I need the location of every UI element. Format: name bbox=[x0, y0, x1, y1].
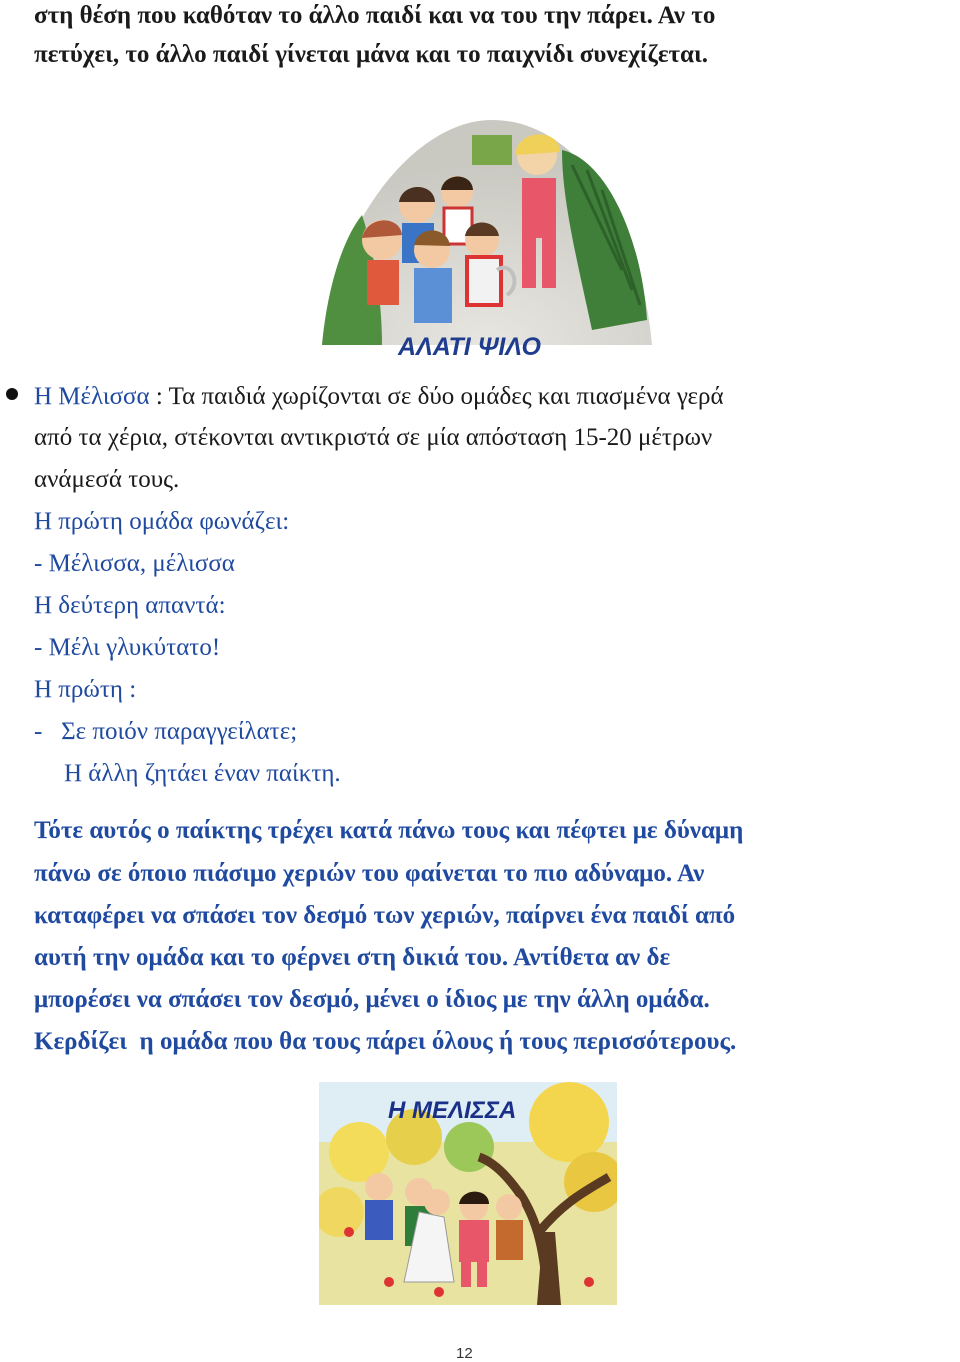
game-line-1: από τα χέρια, στέκονται αντικριστά σε μία απόσταση 15-20 μέτρων bbox=[34, 424, 713, 451]
game-line-5: Η δεύτερη απαντά: bbox=[34, 592, 226, 619]
figure-1-caption: ΑΛΑΤΙ ΨΙΛΟ bbox=[398, 333, 541, 361]
para-line-3: καταφέρει να σπάσει τον δεσμό των χεριών, παίρνει ένα παιδί από bbox=[34, 902, 736, 929]
game-name: Η Μέλισσα bbox=[34, 383, 150, 410]
game-line-2: ανάμεσά τους. bbox=[34, 466, 180, 493]
game-first-line-rest: : Τα παιδιά χωρίζονται σε δύο ομάδες και πιασμένα γερά bbox=[149, 383, 724, 410]
game-line-3: Η πρώτη ομάδα φωνάζει: bbox=[34, 508, 290, 535]
para-line-6: Κερδίζει η ομάδα που θα τους πάρει όλους ή τους περισσότερους. bbox=[34, 1028, 737, 1055]
para-line-4: αυτή την ομάδα και το φέρνει στη δικιά του. Αντίθετα αν δε bbox=[34, 944, 671, 971]
para-line-1: Τότε αυτός ο παίκτης τρέχει κατά πάνω τους και πέφτει με δύναμη bbox=[34, 817, 744, 844]
figure-2-caption: Η ΜΕΛΙΣΣΑ bbox=[388, 1097, 517, 1124]
game-line-6: - Μέλι γλυκύτατο! bbox=[34, 634, 221, 661]
intro-line-1: στη θέση που καθόταν το άλλο παιδί και να του την πάρει. Αν το bbox=[34, 2, 716, 29]
para-line-5: μπορέσει να σπάσει τον δεσμό, μένει ο ίδιος με την άλλη ομάδα. bbox=[34, 986, 710, 1013]
game-first-line bbox=[34, 384, 724, 409]
game-line-9: Η άλλη ζητάει έναν παίκτη. bbox=[64, 760, 341, 787]
para-line-2: πάνω σε όποιο πιάσιμο χεριών του φαίνεται το πιο αδύναμο. Αν bbox=[34, 860, 705, 887]
intro-line-2: πετύχει, το άλλο παιδί γίνεται μάνα και το παιχνίδι συνεχίζεται. bbox=[34, 41, 708, 68]
game-line-4: - Μέλισσα, μέλισσα bbox=[34, 550, 235, 577]
bullet-dot bbox=[6, 388, 18, 400]
page-number: 12 bbox=[456, 1345, 473, 1362]
game-line-8: - Σε ποιόν παραγγείλατε; bbox=[34, 718, 298, 745]
illustration-alati-psilo bbox=[322, 120, 652, 345]
game-line-7: Η πρώτη : bbox=[34, 676, 137, 703]
